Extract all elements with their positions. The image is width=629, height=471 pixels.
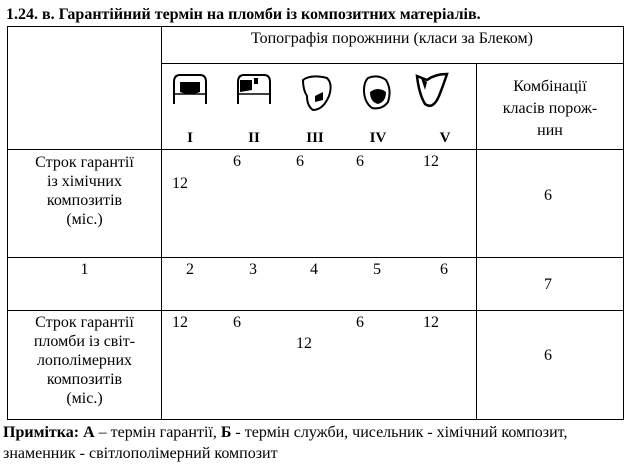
class-4-label: IV [369, 130, 387, 146]
topography-header: Топографія порожнини (класи за Блеком) [251, 30, 533, 47]
row3-cell-class5: 12 [423, 314, 439, 331]
row3-label [8, 313, 161, 408]
note-text-a: – термін гарантії, [94, 424, 221, 441]
row2-cell-class5: 6 [440, 261, 448, 278]
row3-cell-class1: 12 [172, 314, 188, 331]
row2-cell-class2: 3 [249, 261, 257, 278]
class-2-label: II [248, 130, 260, 146]
row1-cell-class4: 6 [356, 153, 364, 170]
row3-label-line: лополімерних [36, 352, 133, 369]
tooth-class-2-icon [234, 70, 274, 110]
combined-header [477, 76, 623, 142]
row3-label-line: Строк гарантії [35, 314, 134, 331]
row1-label-line: композитів [46, 192, 123, 209]
class-5-label: V [439, 130, 451, 146]
combined-header-line2: класів порож- [502, 100, 598, 117]
page-title: 1.24. в. Гарантійний термін на пломби із композитних матеріалів. [6, 6, 481, 23]
row1-cell-class2: 6 [233, 153, 241, 170]
combined-header-line3: нин [537, 122, 563, 139]
row3-cell-combined: 6 [544, 347, 552, 364]
combined-header-line1: Комбінації [513, 78, 587, 95]
tooth-class-1-icon [170, 70, 210, 110]
row2-cell-combined: 7 [544, 276, 552, 293]
row1-label-line: (міс.) [66, 211, 103, 228]
row1-label-line: із хімічних [47, 173, 122, 190]
row2-cell-class4: 5 [373, 261, 381, 278]
row2-label: 1 [80, 261, 89, 278]
tooth-class-5-icon [413, 70, 453, 114]
row1-cell-class5: 12 [423, 153, 439, 170]
row3-cell-class2: 6 [233, 314, 241, 331]
footnote [3, 422, 623, 464]
note-key-a: А [83, 424, 95, 441]
row1-label [8, 153, 161, 229]
row3-cell-class4: 6 [356, 314, 364, 331]
class-3-label: III [306, 130, 324, 146]
row1-cell-combined: 6 [544, 187, 552, 204]
row3-label-line: пломби із світ- [33, 333, 136, 350]
row2-cell-class1: 2 [186, 261, 194, 278]
note-label: Примітка: [3, 424, 80, 441]
tooth-class-4-icon [358, 70, 398, 114]
row1-cell-class1: 12 [172, 175, 188, 192]
row3-label-line: (міс.) [66, 390, 103, 407]
row3-label-line: композитів [46, 371, 123, 388]
row1-label-line: Строк гарантії [35, 154, 134, 171]
note-text-b: - термін служби, чисельник - хімічний композит, знаменник - світлополімерний композит [3, 424, 568, 462]
tooth-class-3-icon [297, 70, 337, 114]
row2-cell-class3: 4 [310, 261, 318, 278]
row3-cell-class3: 12 [296, 335, 312, 352]
class-1-label: I [187, 130, 193, 146]
row1-cell-class3: 6 [296, 153, 304, 170]
note-key-b: Б [220, 424, 232, 441]
